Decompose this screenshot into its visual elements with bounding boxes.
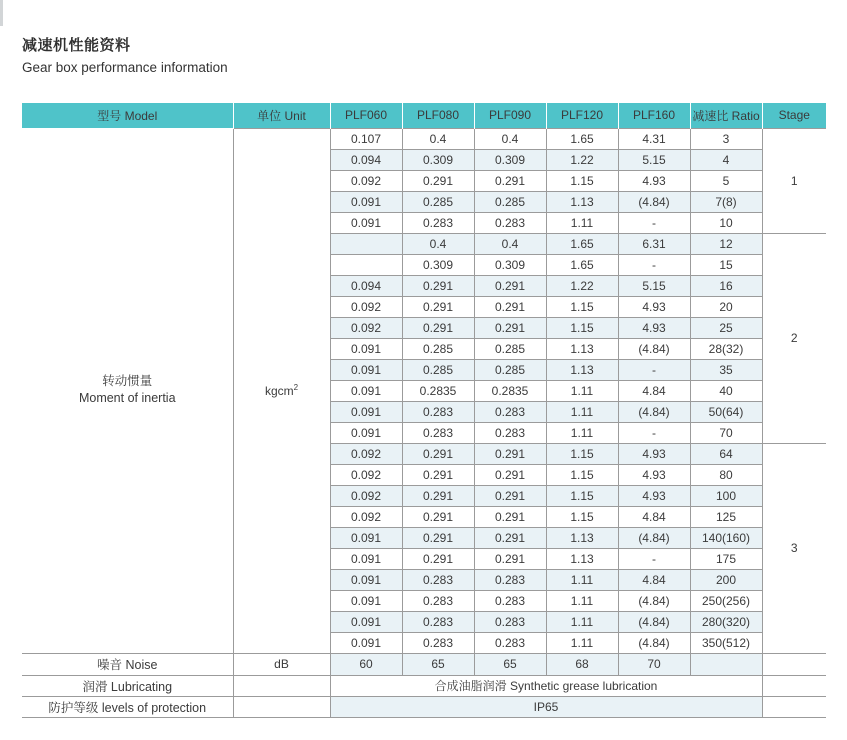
inertia-value-cell: -: [618, 254, 690, 275]
inertia-value-cell: 4.84: [618, 506, 690, 527]
noise-value-plf080: 65: [402, 653, 474, 675]
ratio-cell: 80: [690, 464, 762, 485]
inertia-value-cell: 1.15: [546, 464, 618, 485]
inertia-value-cell: 0.291: [474, 506, 546, 527]
inertia-label-en: Moment of inertia: [78, 391, 176, 406]
inertia-unit-cell: kgcm$^2$: [233, 128, 330, 653]
inertia-value-cell: 0.091: [330, 380, 402, 401]
inertia-value-cell: 1.11: [546, 569, 618, 590]
inertia-value-cell: (4.84): [618, 611, 690, 632]
header-stage: Stage: [762, 103, 826, 128]
inertia-value-cell: 4.93: [618, 485, 690, 506]
inertia-label-zh: 转动惯量: [102, 374, 153, 389]
inertia-value-cell: 4.31: [618, 128, 690, 149]
noise-stage-empty: [762, 653, 826, 675]
inertia-value-cell: -: [618, 422, 690, 443]
protection-value: IP65: [330, 696, 762, 717]
inertia-value-cell: 1.11: [546, 212, 618, 233]
inertia-value-cell: 1.11: [546, 422, 618, 443]
inertia-value-cell: 5.15: [618, 149, 690, 170]
inertia-value-cell: 0.091: [330, 212, 402, 233]
inertia-value-cell: 0.309: [474, 149, 546, 170]
header-plf060: PLF060: [330, 103, 402, 128]
stage-cell: 2: [762, 233, 826, 443]
inertia-value-cell: 0.091: [330, 611, 402, 632]
inertia-value-cell: 0.291: [402, 464, 474, 485]
inertia-value-cell: 0.091: [330, 548, 402, 569]
inertia-value-cell: 1.65: [546, 254, 618, 275]
inertia-value-cell: 4.84: [618, 380, 690, 401]
noise-value-plf160: 70: [618, 653, 690, 675]
header-ratio: 减速比 Ratio: [690, 103, 762, 128]
noise-value-plf060: 60: [330, 653, 402, 675]
inertia-value-cell: 1.11: [546, 590, 618, 611]
inertia-value-cell: (4.84): [618, 590, 690, 611]
lubricating-unit-empty: [233, 675, 330, 696]
inertia-value-cell: 1.22: [546, 149, 618, 170]
inertia-value-cell: 1.11: [546, 380, 618, 401]
inertia-value-cell: (4.84): [618, 338, 690, 359]
inertia-value-cell: 0.291: [402, 548, 474, 569]
inertia-value-cell: 1.15: [546, 170, 618, 191]
header-plf160: PLF160: [618, 103, 690, 128]
inertia-value-cell: 1.11: [546, 401, 618, 422]
inertia-value-cell: 0.094: [330, 149, 402, 170]
inertia-value-cell: 0.283: [474, 401, 546, 422]
inertia-value-cell: 0.291: [474, 317, 546, 338]
inertia-value-cell: 0.091: [330, 359, 402, 380]
ratio-cell: 64: [690, 443, 762, 464]
inertia-value-cell: 0.4: [402, 128, 474, 149]
ratio-cell: 5: [690, 170, 762, 191]
inertia-value-cell: 0.291: [474, 527, 546, 548]
inertia-value-cell: 0.291: [402, 317, 474, 338]
inertia-value-cell: 0.285: [474, 191, 546, 212]
inertia-value-cell: 0.291: [402, 443, 474, 464]
inertia-value-cell: 4.93: [618, 317, 690, 338]
inertia-value-cell: 1.15: [546, 443, 618, 464]
inertia-value-cell: 1.65: [546, 128, 618, 149]
title-block: [22, 34, 228, 75]
inertia-value-cell: 0.4: [474, 233, 546, 254]
inertia-value-cell: 0.309: [402, 254, 474, 275]
inertia-value-cell: 0.285: [474, 359, 546, 380]
inertia-value-cell: 0.283: [402, 632, 474, 653]
page-title-zh: 减速机性能资料: [22, 37, 131, 54]
ratio-cell: 175: [690, 548, 762, 569]
ratio-cell: 35: [690, 359, 762, 380]
inertia-value-cell: 0.291: [474, 443, 546, 464]
inertia-value-cell: 0.283: [402, 569, 474, 590]
inertia-value-cell: 4.93: [618, 443, 690, 464]
inertia-value-cell: 5.15: [618, 275, 690, 296]
ratio-cell: 200: [690, 569, 762, 590]
inertia-value-cell: 0.309: [402, 149, 474, 170]
inertia-value-cell: 1.13: [546, 338, 618, 359]
ratio-cell: 250(256): [690, 590, 762, 611]
inertia-value-cell: 0.285: [402, 191, 474, 212]
inertia-value-cell: 0.091: [330, 590, 402, 611]
inertia-value-cell: 0.283: [474, 212, 546, 233]
inertia-value-cell: 0.283: [474, 569, 546, 590]
header-model: 型号 Model: [22, 103, 233, 128]
inertia-value-cell: 0.091: [330, 527, 402, 548]
inertia-value-cell: 0.283: [474, 590, 546, 611]
ratio-cell: 16: [690, 275, 762, 296]
header-row: [22, 103, 826, 128]
inertia-value-cell: 0.285: [402, 359, 474, 380]
inertia-value-cell: (4.84): [618, 632, 690, 653]
inertia-value-cell: 0.283: [474, 611, 546, 632]
inertia-value-cell: 0.291: [402, 296, 474, 317]
protection-row: [22, 696, 826, 717]
ratio-cell: 125: [690, 506, 762, 527]
noise-ratio-empty: [690, 653, 762, 675]
ratio-cell: 40: [690, 380, 762, 401]
ratio-cell: 20: [690, 296, 762, 317]
inertia-value-cell: 0.092: [330, 464, 402, 485]
inertia-value-cell: 0.092: [330, 485, 402, 506]
lubricating-label: 润滑 Lubricating: [22, 675, 233, 696]
inertia-value-cell: 0.4: [474, 128, 546, 149]
noise-label: 噪音 Noise: [22, 653, 233, 675]
inertia-value-cell: 1.13: [546, 527, 618, 548]
inertia-label-cell: [22, 128, 233, 653]
inertia-value-cell: 1.65: [546, 233, 618, 254]
inertia-value-cell: 0.283: [402, 590, 474, 611]
stage-cell: 1: [762, 128, 826, 233]
inertia-value-cell: 0.309: [474, 254, 546, 275]
inertia-value-cell: 1.11: [546, 632, 618, 653]
inertia-value-cell: -: [618, 212, 690, 233]
inertia-value-cell: 6.31: [618, 233, 690, 254]
inertia-value-cell: 0.283: [402, 212, 474, 233]
inertia-value-cell: -: [618, 548, 690, 569]
inertia-value-cell: (4.84): [618, 191, 690, 212]
protection-label: 防护等级 levels of protection: [22, 696, 233, 717]
inertia-value-cell: 0.091: [330, 632, 402, 653]
lubricating-row: [22, 675, 826, 696]
stage-cell: 3: [762, 443, 826, 653]
inertia-value-cell: [330, 233, 402, 254]
inertia-value-cell: 0.285: [474, 338, 546, 359]
gearbox-performance-table: [22, 103, 826, 718]
lubricating-stage-empty: [762, 675, 826, 696]
ratio-cell: 70: [690, 422, 762, 443]
inertia-value-cell: 1.15: [546, 485, 618, 506]
inertia-value-cell: 0.291: [474, 275, 546, 296]
ratio-cell: 350(512): [690, 632, 762, 653]
protection-unit-empty: [233, 696, 330, 717]
ratio-cell: 7(8): [690, 191, 762, 212]
inertia-value-cell: 0.2835: [402, 380, 474, 401]
inertia-value-cell: 0.291: [474, 464, 546, 485]
inertia-value-cell: 0.091: [330, 338, 402, 359]
inertia-value-cell: 0.291: [402, 527, 474, 548]
header-unit: 单位 Unit: [233, 103, 330, 128]
inertia-value-cell: 0.291: [402, 506, 474, 527]
ratio-cell: 280(320): [690, 611, 762, 632]
inertia-value-cell: 0.092: [330, 443, 402, 464]
ratio-cell: 140(160): [690, 527, 762, 548]
inertia-value-cell: 0.285: [402, 338, 474, 359]
inertia-value-cell: 1.15: [546, 506, 618, 527]
inertia-value-cell: 0.291: [402, 275, 474, 296]
inertia-value-cell: 0.291: [474, 485, 546, 506]
header-plf090: PLF090: [474, 103, 546, 128]
page-title-en: Gear box performance information: [22, 60, 228, 75]
inertia-value-cell: 0.2835: [474, 380, 546, 401]
inertia-value-cell: 0.283: [402, 401, 474, 422]
inertia-value-cell: [330, 254, 402, 275]
inertia-value-cell: (4.84): [618, 527, 690, 548]
ratio-cell: 28(32): [690, 338, 762, 359]
lubricating-value: 合成油脂润滑 Synthetic grease lubrication: [330, 675, 762, 696]
inertia-value-cell: 0.291: [474, 170, 546, 191]
ratio-cell: 10: [690, 212, 762, 233]
inertia-value-cell: 0.291: [474, 548, 546, 569]
inertia-value-cell: 0.283: [402, 422, 474, 443]
inertia-value-cell: 1.13: [546, 548, 618, 569]
inertia-value-cell: 4.93: [618, 170, 690, 191]
inertia-value-cell: 0.091: [330, 401, 402, 422]
inertia-value-cell: 0.283: [474, 632, 546, 653]
inertia-value-cell: 1.11: [546, 611, 618, 632]
ratio-cell: 15: [690, 254, 762, 275]
ratio-cell: 4: [690, 149, 762, 170]
inertia-value-cell: 0.092: [330, 506, 402, 527]
ratio-cell: 12: [690, 233, 762, 254]
inertia-value-cell: 1.13: [546, 359, 618, 380]
inertia-value-cell: 1.15: [546, 296, 618, 317]
inertia-value-cell: 4.93: [618, 464, 690, 485]
inertia-value-cell: 1.22: [546, 275, 618, 296]
noise-value-plf090: 65: [474, 653, 546, 675]
inertia-value-cell: 0.291: [402, 170, 474, 191]
inertia-value-cell: 4.84: [618, 569, 690, 590]
ratio-cell: 50(64): [690, 401, 762, 422]
noise-unit: dB: [233, 653, 330, 675]
inertia-value-cell: 0.091: [330, 191, 402, 212]
inertia-value-cell: 0.091: [330, 422, 402, 443]
inertia-value-cell: 0.091: [330, 569, 402, 590]
page-edge-artifact: [0, 0, 3, 26]
inertia-value-cell: -: [618, 359, 690, 380]
inertia-value-cell: 0.092: [330, 170, 402, 191]
protection-stage-empty: [762, 696, 826, 717]
inertia-value-cell: 1.15: [546, 317, 618, 338]
inertia-value-cell: 0.283: [402, 611, 474, 632]
inertia-value-cell: 0.094: [330, 275, 402, 296]
inertia-value-cell: 0.107: [330, 128, 402, 149]
inertia-value-cell: (4.84): [618, 401, 690, 422]
inertia-value-cell: 1.13: [546, 191, 618, 212]
inertia-value-cell: 0.4: [402, 233, 474, 254]
inertia-value-cell: 4.93: [618, 296, 690, 317]
inertia-value-cell: 0.092: [330, 296, 402, 317]
inertia-value-cell: 0.291: [474, 296, 546, 317]
header-plf080: PLF080: [402, 103, 474, 128]
inertia-value-cell: 0.092: [330, 317, 402, 338]
header-plf120: PLF120: [546, 103, 618, 128]
inertia-value-cell: 0.291: [402, 485, 474, 506]
noise-row: [22, 653, 826, 675]
ratio-cell: 100: [690, 485, 762, 506]
inertia-value-cell: 0.283: [474, 422, 546, 443]
ratio-cell: 25: [690, 317, 762, 338]
noise-value-plf120: 68: [546, 653, 618, 675]
ratio-cell: 3: [690, 128, 762, 149]
inertia-row: [22, 128, 826, 149]
